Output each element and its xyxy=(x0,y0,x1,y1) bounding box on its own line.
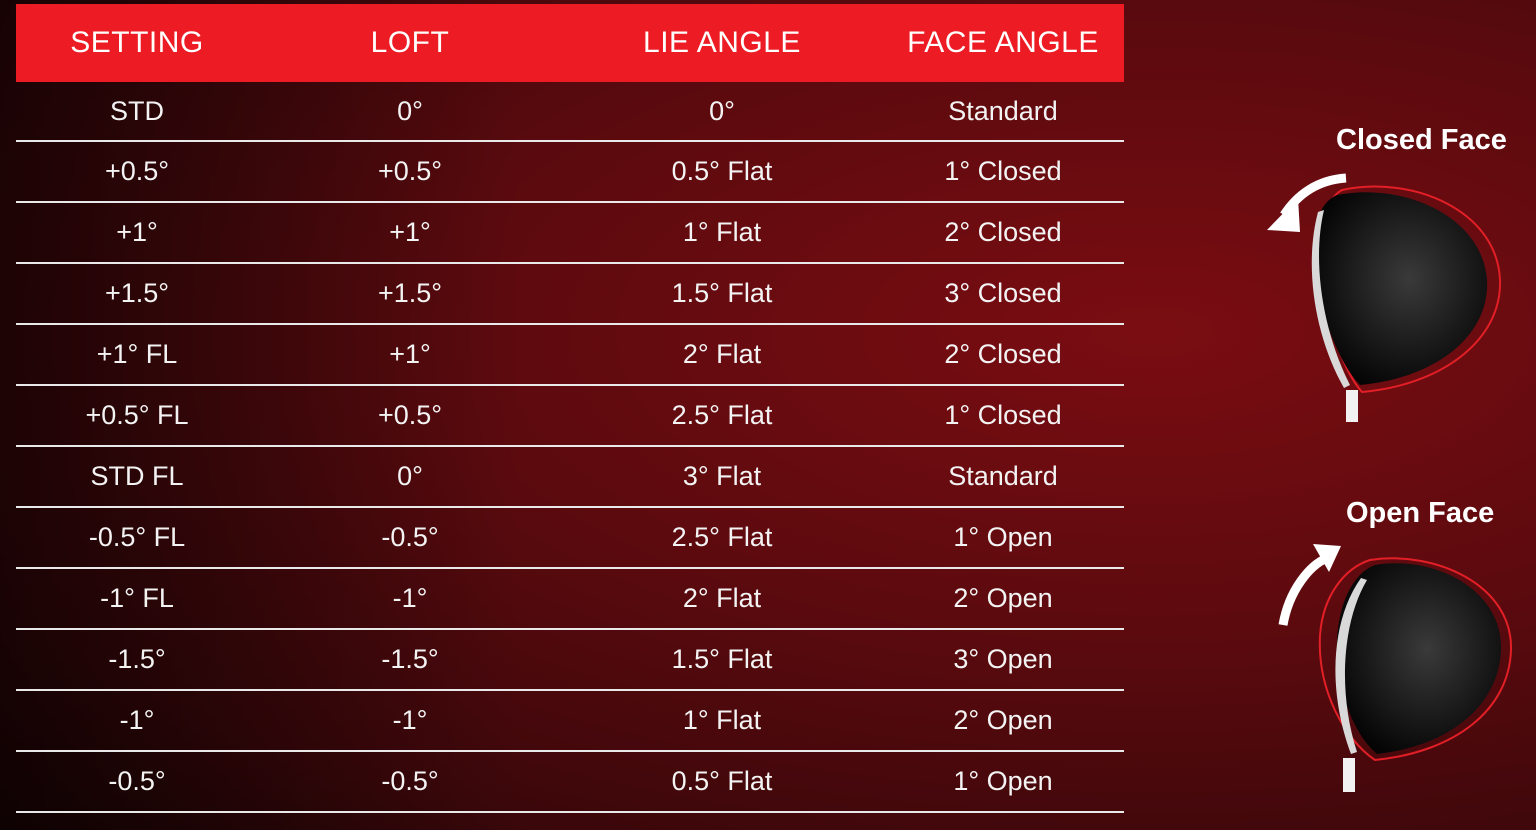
table-row xyxy=(16,142,1124,203)
table-row xyxy=(16,508,1124,569)
cell-lie-angle: 0.5° Flat xyxy=(671,156,773,186)
table-row xyxy=(16,691,1124,752)
table-row xyxy=(16,264,1124,325)
cell-loft: 0° xyxy=(397,95,423,126)
cell-loft: -1.5° xyxy=(381,644,439,674)
cell-setting: -0.5° xyxy=(108,766,166,796)
cell-lie-angle: 1° Flat xyxy=(682,705,762,735)
cell-face-angle: 1° Open xyxy=(953,766,1053,796)
cell-face-angle: 1° Closed xyxy=(944,400,1062,430)
cell-face-angle: Standard xyxy=(948,95,1058,126)
header-lie-angle: LIE ANGLE xyxy=(643,26,801,59)
cell-face-angle: Standard xyxy=(948,461,1058,491)
cell-loft: +0.5° xyxy=(377,156,443,186)
cell-lie-angle: 1.5° Flat xyxy=(671,278,773,308)
cell-face-angle: 3° Closed xyxy=(944,278,1062,308)
cell-setting: -1° FL xyxy=(100,583,174,613)
cell-setting: STD FL xyxy=(90,461,184,491)
cell-setting: +0.5° xyxy=(104,156,170,186)
table-row xyxy=(16,630,1124,691)
header-setting: SETTING xyxy=(70,26,204,59)
cell-face-angle: 3° Open xyxy=(953,644,1053,674)
cell-setting: +1° FL xyxy=(96,339,178,369)
cell-loft: -1° xyxy=(392,705,428,735)
cell-lie-angle: 2° Flat xyxy=(682,583,762,613)
table-row xyxy=(16,447,1124,508)
header-face-angle: FACE ANGLE xyxy=(907,26,1099,59)
cell-face-angle: 2° Open xyxy=(953,583,1053,613)
cell-face-angle: 1° Open xyxy=(953,522,1053,552)
cell-lie-angle: 2.5° Flat xyxy=(671,522,773,552)
table-row xyxy=(16,325,1124,386)
cell-face-angle: 2° Open xyxy=(953,705,1053,735)
closed-face-label: Closed Face xyxy=(1336,124,1507,156)
cell-loft: -0.5° xyxy=(381,766,439,796)
cell-loft: -1° xyxy=(392,583,428,613)
cell-face-angle: 2° Closed xyxy=(944,339,1062,369)
settings-table xyxy=(16,4,1124,813)
cell-lie-angle: 3° Flat xyxy=(682,461,762,491)
cell-lie-angle: 0.5° Flat xyxy=(671,766,773,796)
table-row xyxy=(16,203,1124,264)
open-face-label: Open Face xyxy=(1346,497,1495,529)
cell-loft: +1.5° xyxy=(377,278,443,308)
cell-lie-angle: 2.5° Flat xyxy=(671,400,773,430)
cell-loft: +1° xyxy=(389,339,431,369)
cell-lie-angle: 0° xyxy=(709,95,735,126)
cell-lie-angle: 1.5° Flat xyxy=(671,644,773,674)
closed-face-clubhead-icon xyxy=(1262,170,1512,430)
cell-setting: -0.5° FL xyxy=(88,522,186,552)
cell-setting: -1.5° xyxy=(108,644,166,674)
open-face-clubhead-icon xyxy=(1275,540,1525,800)
table-row xyxy=(16,569,1124,630)
table-row xyxy=(16,386,1124,447)
cell-setting: +1.5° xyxy=(104,278,170,308)
cell-setting: +1° xyxy=(116,217,158,247)
header-loft: LOFT xyxy=(370,26,450,59)
cell-loft: 0° xyxy=(397,461,423,491)
table-row xyxy=(16,752,1124,813)
cell-loft: -0.5° xyxy=(381,522,439,552)
cell-loft: +0.5° xyxy=(377,400,443,430)
cell-face-angle: 2° Closed xyxy=(944,217,1062,247)
table-body xyxy=(16,82,1124,813)
cell-face-angle: 1° Closed xyxy=(944,156,1062,186)
cell-lie-angle: 1° Flat xyxy=(682,217,762,247)
cell-setting: +0.5° FL xyxy=(85,400,189,430)
table-header xyxy=(16,4,1124,82)
cell-loft: +1° xyxy=(389,217,431,247)
cell-setting: STD xyxy=(110,95,164,126)
table-row xyxy=(16,82,1124,142)
cell-lie-angle: 2° Flat xyxy=(682,339,762,369)
cell-setting: -1° xyxy=(119,705,155,735)
